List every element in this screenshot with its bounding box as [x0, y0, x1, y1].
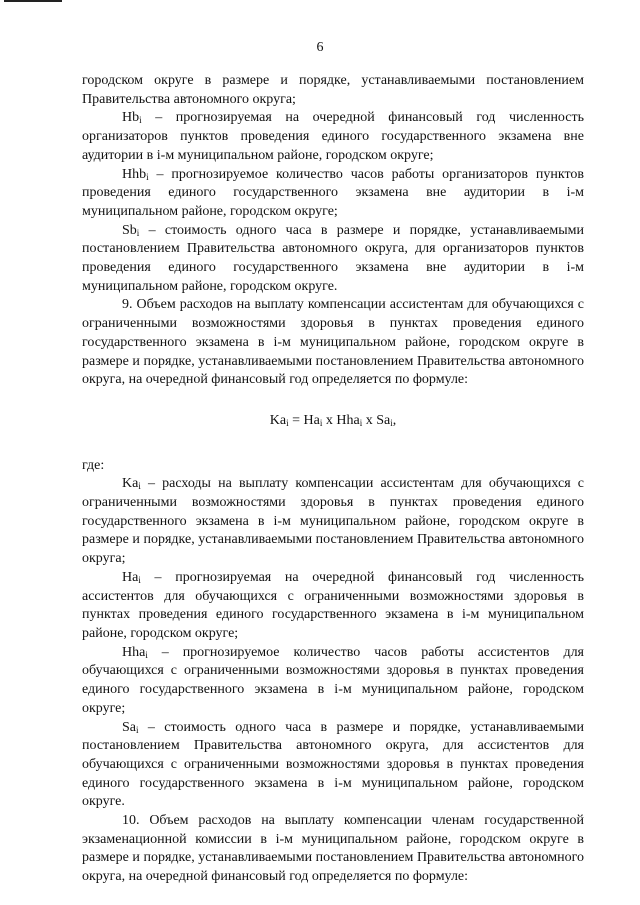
paragraph: $Hb_i$ – прогнозируемая на очередной финансовый год численность организаторов пунктов проведения единого государственного экзамена вне аудитории в i-м муниципальном районе, городском округе;	[82, 110, 584, 163]
formula: $Ka_i = Ha_i$ x Hha$_i$ x $Sa_i$,	[269, 412, 397, 428]
paragraph: городском округе в размере и порядке, устанавливаемыми постановлением Правительства автономного округа;	[82, 73, 584, 107]
paragraph: Hha$_i$ – прогнозируемое количество часов работы ассистентов для обучающихся с ограниченными возможностями здоровья в пунктах проведения единого государственного экзамена в i-м муниципальном районе, городском округе;	[82, 644, 584, 716]
paragraph: $Ha_i$ – прогнозируемая на очередной финансовый год численность ассистентов для обучающихся с ограниченными возможностями здоровья в пунктах проведения единого государственного экзамена в i-м муниципальном районе, городском округе;	[82, 569, 584, 641]
document-body	[82, 72, 584, 887]
paragraph: $Sa_i$ – стоимость одного часа в размере и порядке, устанавливаемыми постановлением Правительства автономного округа, для ассистентов для обучающихся с ограниченными возможностями здоровья в пунктах проведения единого государственного экзамена в i-м муниципальном районе, городском округе.	[82, 719, 584, 810]
corner-line	[4, 0, 62, 2]
paragraph: 9. Объем расходов на выплату компенсации ассистентам для обучающихся с ограниченными возможностями здоровья в пунктах проведения единого государственного экзамена в i-м муниципальном районе, городском округе в размере и порядке, устанавливаемыми постановлением Правительства автономного округа, на очередной финансовый год определяется по формуле:	[82, 297, 584, 388]
paragraph: $Ka_i$ – расходы на выплату компенсации ассистентам для обучающихся с ограниченными возможностями здоровья в пунктах проведения единого государственного экзамена в i-м муниципальном районе, городском округе в размере и порядке, устанавливаемыми постановлением Правительства автономного округа;	[82, 476, 584, 567]
paragraph: $Sb_i$ – стоимость одного часа в размере и порядке, устанавливаемыми постановлением Правительства автономного округа, для организаторов пунктов проведения единого государственного экзамена вне аудитории в i-м муниципальном районе, городском округе.	[82, 222, 584, 294]
paragraph: Hhb$_i$ – прогнозируемое количество часов работы организаторов пунктов проведения единого государственного экзамена вне аудитории в i-м муниципальном районе, городском округе;	[82, 166, 584, 219]
paragraph: 10. Объем расходов на выплату компенсации членам государственной экзаменационной комиссии в i-м муниципальном районе, городском округе в размере и порядке, устанавливаемыми постановлением Правительства автономного округа, на очередной финансовый год определяется по формуле:	[82, 813, 584, 885]
page-number: 6	[316, 40, 324, 55]
paragraph: где:	[82, 457, 105, 473]
